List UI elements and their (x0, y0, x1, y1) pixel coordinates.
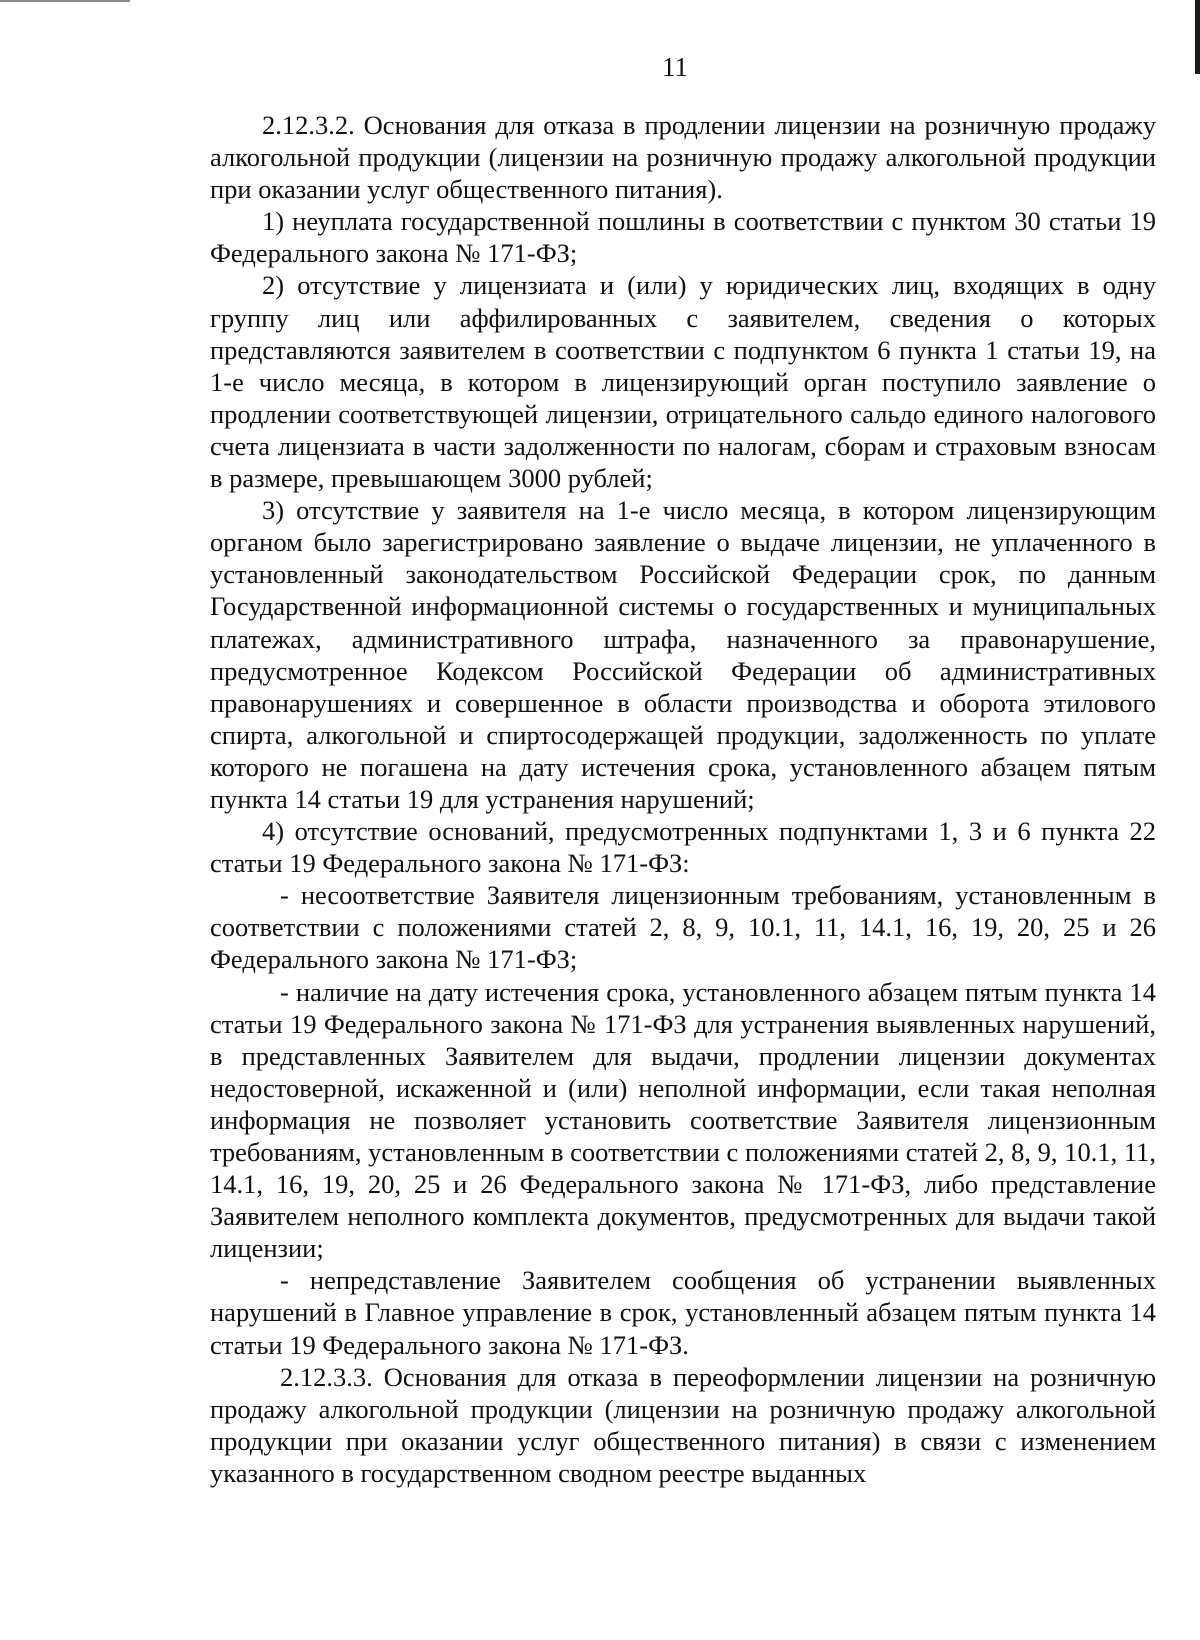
scan-edge-top (0, 0, 130, 2)
paragraph-item-3: 3) отсутствие у заявителя на 1-е число месяца, в котором лицензирующим органом было зарегистрировано заявление о выдаче лицензии, не уплаченного в установленный законодательством Российской Федерации срок, по данным Государственной информационной системы о государственных и муниципальных платежах, административного штрафа, назначенного за правонарушение, предусмотренное Кодексом Российской Федерации об административных правонарушениях и совершенное в области производства и оборота этилового спирта, алкогольной и спиртосодержащей продукции, задолженность по уплате которого не погашена на дату истечения срока, установленного абзацем пятым пункта 14 статьи 19 для устранения нарушений; (210, 495, 1156, 814)
paragraph-item-1: 1) неуплата государственной пошлины в соответствии с пунктом 30 статьи 19 Федерального закона № 171-ФЗ; (210, 206, 1156, 269)
paragraph-section-2-12-3-3: 2.12.3.3. Основания для отказа в переоформлении лицензии на розничную продажу алкогольной продукции (лицензии на розничную продажу алкогольной продукции при оказании услуг общественного питания) в связи с изменением указанного в государственном сводном реестре выданных (210, 1361, 1156, 1488)
paragraph-dash-2: - наличие на дату истечения срока, установленного абзацем пятым пункта 14 статьи 19 Федерального закона № 171-ФЗ для устранения выявленных нарушений, в представленных Заявителем для выдачи, продлении лицензии документах недостоверной, искаженной и (или) неполной информации, если такая неполная информация не позволяет установить соответствие Заявителя лицензионным требованиям, установленным в соответствии с положениями статей 2, 8, 9, 10.1, 11, 14.1, 16, 19, 20, 25 и 26 Федерального закона № 171-ФЗ, либо представление Заявителем неполного комплекта документов, предусмотренных для выдачи такой лицензии; (210, 976, 1156, 1264)
paragraph-item-2: 2) отсутствие у лицензиата и (или) у юридических лиц, входящих в одну группу лиц или аффилированных с заявителем, сведения о которых представляются заявителем в соответствии с подпунктом 6 пункта 1 статьи 19, на 1-е число месяца, в котором в лицензирующий орган поступило заявление о продлении соответствующей лицензии, отрицательного сальдо единого налогового счета лицензиата в части задолженности по налогам, сборам и страховым взносам в размере, превышающем 3000 рублей; (210, 270, 1156, 494)
page-number: 11 (662, 52, 688, 82)
paragraph-section-2-12-3-2: 2.12.3.2. Основания для отказа в продлении лицензии на розничную продажу алкогольной продукции (лицензии на розничную продажу алкогольной продукции при оказании услуг общественного питания). (210, 110, 1156, 205)
paragraph-dash-1: - несоответствие Заявителя лицензионным требованиям, установленным в соответствии с положениями статей 2, 8, 9, 10.1, 11, 14.1, 16, 19, 20, 25 и 26 Федерального закона № 171-ФЗ; (210, 880, 1156, 975)
paragraph-dash-3: - непредставление Заявителем сообщения об устранении выявленных нарушений в Главное управление в срок, установленный абзацем пятым пункта 14 статьи 19 Федерального закона № 171-ФЗ. (210, 1265, 1156, 1360)
paragraph-item-4: 4) отсутствие оснований, предусмотренных подпунктами 1, 3 и 6 пункта 22 статьи 19 Федерального закона № 171-ФЗ: (210, 816, 1156, 879)
document-body (210, 109, 1156, 1489)
